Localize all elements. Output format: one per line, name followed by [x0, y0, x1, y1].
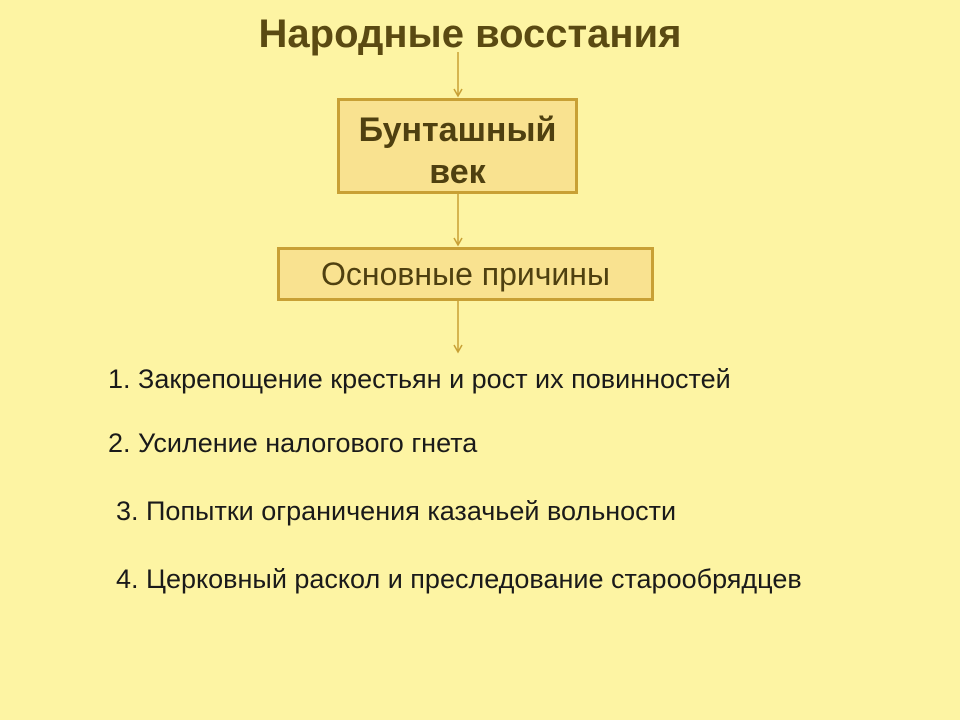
- reason-item: 3. Попытки ограничения казачьей вольности: [116, 496, 677, 526]
- reason-item: 2. Усиление налогового гнета: [108, 428, 478, 458]
- rebel-century-line1: Бунташный: [358, 111, 557, 149]
- arrow-title-to-rebel: [448, 52, 468, 98]
- main-causes-box: [277, 247, 654, 301]
- rebel-century-box: [337, 98, 578, 194]
- reason-item: 4. Церковный раскол и преследование старообрядцев: [116, 564, 802, 594]
- reason-item: 1. Закрепощение крестьян и рост их повинностей: [108, 364, 731, 394]
- arrow-causes-to-list: [448, 301, 468, 354]
- main-causes-label: Основные причины: [321, 256, 610, 292]
- rebel-century-line2: век: [429, 153, 486, 191]
- arrow-rebel-to-causes: [448, 194, 468, 247]
- slide-title: Народные восстания: [258, 12, 682, 56]
